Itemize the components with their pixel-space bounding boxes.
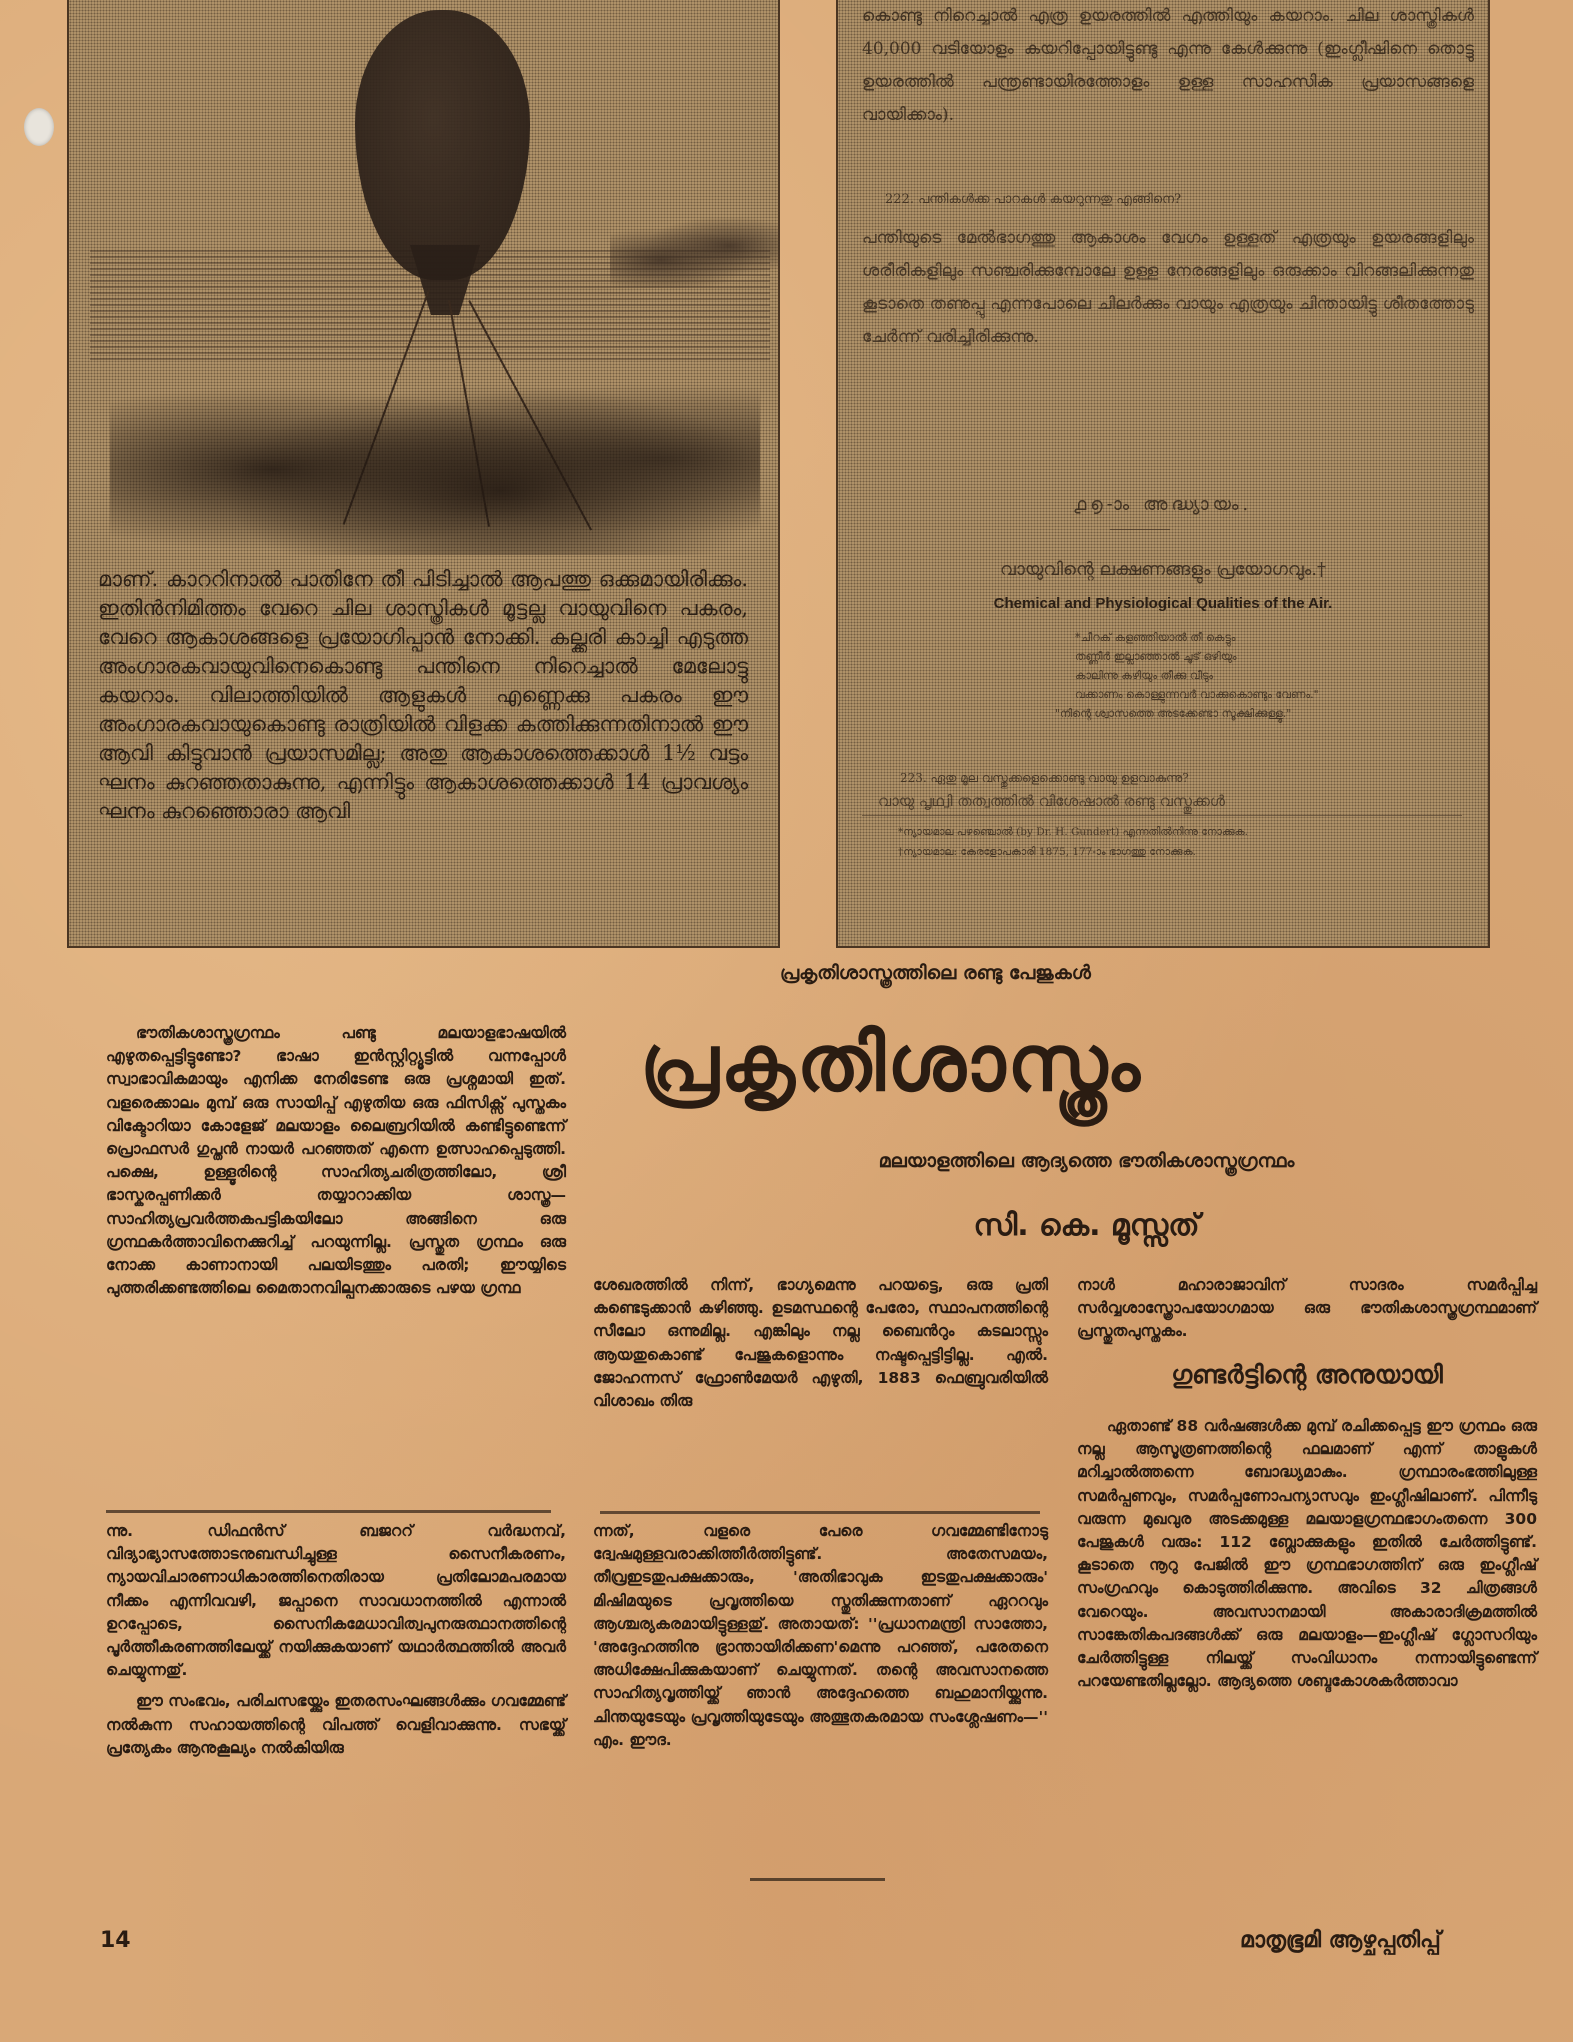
binder-hole <box>24 108 54 146</box>
reproduced-left-text: മാണ്. കാററിനാൽ പാതിനേ തീ പിടിച്ചാൽ ആപത്തു ഒക്കുമായിരിക്കും. ഇതിൻനിമിത്തം വേറെ ചില ശാസ്ത്രികൾ മൂട്ടല്ല വായുവിനെ പകരം, വേറെ ആകാശങ്ങളെ പ്രയോഗിപ്പാൻ നോക്കി. കല്ക്കരി കാച്ചി എടുത്ത അംഗാരകവായുവിനെകൊണ്ടു പന്തിനെ നിറെച്ചാൽ മേലോട്ടു കയറാം. വിലാത്തിയിൽ ആളുകൾ എണ്ണെക്കു പകരം ഈ അംഗാരകവായുകൊണ്ടു രാത്രിയിൽ വിളക്ക കത്തിക്കുന്നതിനാൽ ഈ ആവി കിട്ടുവാൻ പ്രയാസമില്ല; അതു ആകാശത്തെക്കാൾ 1½ വട്ടം ഘനം കുറഞ്ഞതാകുന്നു, എന്നിട്ടും ആകാശത്തെക്കാൾ 14 പ്രാവശ്യം ഘനം കുറഞ്ഞൊരാ ആവി <box>98 567 748 823</box>
question-223-body: വായു പൃഥ്വി തത്വത്തിൽ വിശേഷാൽ രണ്ടു വസ്തുക്കൾ <box>878 792 1225 810</box>
article-column-3-body <box>1077 1415 1537 1693</box>
footnote: *ന്യായമാല പഴഞ്ചൊൽ (by Dr. H. Gundert) എന്നതിൽനിന്നു നോക്കുക. <box>898 826 1249 838</box>
chapter-heading: ൧൭-ാം അദ്ധ്യായം. <box>1073 494 1253 515</box>
epigraph-verse <box>1055 628 1475 723</box>
verse-line: വക്കാണം കൊള്ളുന്നവർ വാക്കുകൊണ്ടും വേണം." <box>1075 688 1319 701</box>
verse-line: തണ്ണീർ ഇല്ലാഞ്ഞാൽ ചൂട് ഒഴിയും <box>1075 650 1237 663</box>
balloon-illustration <box>90 0 770 555</box>
chapter-title-english: Chemical and Physiological Qualities of the Air. <box>993 595 1333 612</box>
article-paragraph: ശേഖരത്തിൽ നിന്ന്, ഭാഗ്യമെന്നു പറയട്ടെ, ഒരു പ്രതി കണ്ടെടുക്കാൻ കഴിഞ്ഞു. ഉടമസ്ഥന്റെ പേരോ, സ്ഥാപനത്തിന്റെ സീലോ ഒന്നുമില്ല. എങ്കിലും നല്ല ബൈൻറും കടലാസ്സും ആയതുകൊണ്ട് പേജുകളൊന്നും നഷ്ടപ്പെട്ടിട്ടില്ല. എൽ. ജോഹന്നസ് ഫ്രോൺമേയർ എഴുതി, 1883 ഫെബ്രുവരിയിൽ വിശാഖം തിരു <box>593 1276 1048 1411</box>
page-number: 14 <box>100 1928 131 1953</box>
reproduced-right-para: പന്തിയുടെ മേൽഭാഗത്തു ആകാശം വേഗം ഉള്ളത് എത്രയും ഉയരങ്ങളിലും ശരീരികളിലും സഞ്ചരിക്കുമ്പോലേ ഉള്ള നേരങ്ങളിലും ഒരുക്കാം വിറങ്ങലിക്കുന്നതു കൂടാതെ തണുപ്പു എന്നപോലെ ചിലർക്കും വായും എത്രയും ചിന്തായിട്ടു ശീതത്തോടു ചേർന്ന് വരിച്ചിരിക്കുന്നു. <box>862 228 1474 347</box>
footnotes <box>898 822 1458 862</box>
chapter-divider <box>1110 529 1170 530</box>
article-column-3-top <box>1077 1274 1537 1344</box>
article-subheadline: മലയാളത്തിലെ ആദ്യത്തെ ഭൗതികശാസ്ത്രഗ്രന്ഥം <box>878 1150 1295 1172</box>
other-article-column-1 <box>106 1520 566 1760</box>
article-end-rule <box>750 1878 885 1881</box>
article-headline: പ്രകൃതിശാസ്ത്രം <box>640 1019 1142 1109</box>
article-paragraph: ന്നു. ഡിഫൻസ് ബജററ് വർദ്ധനവ്, വിദ്യാഭ്യാസത്തോടനുബന്ധിച്ചുള്ള സൈനീകരണം, ന്യായവിചാരണാധികാരത്തിനെതിരായ പ്രതിലോമപരമായ നീക്കം എന്നിവവഴി, ജപ്പാനെ സാവധാനത്തിൽ എന്നാൽ ഉറപ്പോടെ, സൈനികമേധാവിത്വപുനരുത്ഥാനത്തിന്റെ പൂർത്തീകരണത്തിലേയ്ക്ക് നയിക്കുകയാണ് യഥാർത്ഥത്തിൽ അവർ ചെയ്യുന്നതു്. <box>106 1522 566 1680</box>
image-caption: പ്രകൃതിശാസ്ത്രത്തിലെ രണ്ടു പേജുകൾ <box>780 962 1091 984</box>
column-divider-rule <box>106 1510 551 1513</box>
verse-line: "നിന്റെ ശ്വാസത്തെ അടക്കേണ്ടാ സൂക്ഷിക്കുള്ളൂ." <box>1055 707 1292 720</box>
illustration-trees <box>610 218 780 288</box>
article-column-1-top <box>106 1022 566 1300</box>
article-paragraph: നാൾ മഹാരാജാവിന് സാദരം സമർപ്പിച്ച സർവ്വശാസ്ത്രോപയോഗമായ ഒരു ഭൗതികശാസ്ത്രഗ്രന്ഥമാണ് പ്രസ്തുതപുസ്തകം. <box>1077 1276 1537 1341</box>
article-paragraph: ഭൗതികശാസ്ത്രഗ്രന്ഥം പണ്ടു മലയാളഭാഷയിൽ എഴുതപ്പെട്ടിട്ടുണ്ടോ? ഭാഷാ ഇൻസ്റ്റിറ്റ്യൂട്ടിൽ വന്നപ്പോൾ സ്വാഭാവികമായും എനിക്ക നേരിടേണ്ട ഒരു പ്രശ്നമായി ഇത്. വളരെക്കാലം മുമ്പ് ഒരു സായിപ്പ് എഴുതിയ ഒരു ഫിസിക്സ് പുസ്തകം വിക്ടോറിയാ കോളേജ് മലയാളം ലൈബ്രറിയിൽ കണ്ടിട്ടുണ്ടെന്ന് പ്രൊഫസർ ഗുപ്തൻ നായർ പറഞ്ഞത് എന്നെ ഉത്സാഹപ്പെടുത്തി. പക്ഷെ, ഉള്ളൂരിന്റെ സാഹിത്യചരിത്രത്തിലോ, ശ്രീ ഭാസ്കരപ്പണിക്കർ തയ്യാറാക്കിയ ശാസ്ത്ര—സാഹിത്യപ്രവർത്തകപട്ടികയിലോ അങ്ങിനെ ഒരു ഗ്രന്ഥകർത്താവിനെക്കുറിച്ച് പറയുന്നില്ല. പ്രസ്തുത ഗ്രന്ഥം ഒരു നോക്ക കാണാനായി പലയിടത്തും പരതി; ഈയ്യിടെ പുത്തരിക്കണ്ടത്തിലെ മൈതാനവില്പനക്കാരുടെ പഴയ ഗ്രന്ഥ <box>106 1024 566 1298</box>
section-heading: ഗുണ്ടർട്ടിന്റെ അനുയായി <box>1171 1360 1443 1389</box>
question-223: 223. ഏതു മൂല വസ്തുക്കളെക്കൊണ്ടു വായു ഉളവാകുന്നു? <box>900 771 1189 785</box>
illustration-crowd <box>110 340 760 555</box>
publication-name: മാതൃഭൂമി ആഴ്ചപ്പതിപ്പ് <box>1240 1928 1441 1953</box>
column-divider-rule <box>600 1511 1040 1514</box>
article-paragraph: ന്നത്, വളരെ പേരെ ഗവമ്മേണ്ടിനോടു ദ്വേഷമുള്ളവരാക്കിത്തീർത്തിട്ടുണ്ട്. അതേസമയം, തീവ്രഇടതുപക്ഷക്കാരും, 'അതിഭാവുക ഇടതുപക്ഷക്കാരും' മിഷിമയുടെ പ്രവൃത്തിയെ സ്തുതിക്കുന്നതാണ് ഏററവും ആശ്ചര്യകരമായിട്ടുള്ളതു്. അതായത്: ''പ്രധാനമന്ത്രി സാത്തോ, 'അദ്ദേഹത്തിനു ഭ്രാന്തായിരിക്കണ'മെന്നു പറഞ്ഞ്, പരേതനെ അധിക്ഷേപിക്കുകയാണ് ചെയ്യുന്നത്. തന്റെ അവസാനത്തെ സാഹിത്യവൃത്തിയ്ക്ക് ഞാൻ അദ്ദേഹത്തെ ബഹുമാനിയ്ക്കുന്നു. ചിന്തയുടേയും പ്രവൃത്തിയുടേയും അത്ഭുതകരമായ സംശ്ലേഷണം—'' എം. ഈദ. <box>593 1522 1048 1749</box>
footnote: †ന്യായമാല: കേരളോപകാരി 1875, 177-ാം ഭാഗത്തു നോക്കുക. <box>898 846 1197 858</box>
balloon-icon <box>355 10 530 280</box>
article-paragraph: ഈ സംഭവം, പരിചസഭയ്ക്കും ഇതരസംഘങ്ങൾക്കും ഗവമ്മേണ്ട് നൽകുന്ന സഹായത്തിന്റെ വിപത്ത് വെളിവാക്കുന്നു. സഭയ്ക്ക് പ്രത്യേകം ആനുകൂല്യം നൽകിയിരു <box>106 1692 566 1757</box>
reproduced-right-top-text: കൊണ്ടു നിറെച്ചാൽ എത്ര ഉയരത്തിൽ എത്തിയും കയറാം. ചില ശാസ്ത്രികൾ 40,000 വടിയോളം കയറിപ്പോയിട്ടുണ്ടു എന്നു കേൾക്കുന്നു (ഇംഗ്ലീഷിനെ തൊട്ടു ഉയരത്തിൽ പന്ത്രണ്ടായിരത്തോളം ഉള്ള സാഹസിക പ്രയാസങ്ങളെ വായിക്കാം). <box>862 6 1474 125</box>
footnote-divider <box>862 815 1462 816</box>
chapter-title: വായുവിന്റെ ലക്ഷണങ്ങളും പ്രയോഗവും.† <box>1000 559 1326 580</box>
verse-line: *ചീറക് കളഞ്ഞിയാൽ തീ കെട്ടും <box>1075 631 1236 644</box>
article-column-2-top <box>593 1274 1048 1413</box>
article-byline: സി. കെ. മൂസ്സത് <box>973 1208 1200 1243</box>
question-222: 222. പന്തികൾക്ക പാറകൾ കയറുന്നതു എങ്ങിനെ? <box>885 192 1182 207</box>
verse-line: കാലിന്നു കഴിയും തീക്കു വീടും <box>1075 669 1214 682</box>
other-article-column-2 <box>593 1520 1048 1752</box>
article-paragraph: ഏതാണ്ട് 88 വർഷങ്ങൾക്ക മുമ്പ് രചിക്കപ്പെട്ട ഈ ഗ്രന്ഥം ഒരു നല്ല ആസൂത്രണത്തിന്റെ ഫലമാണ് എന്ന് താളുകൾ മറിച്ചാൽത്തന്നെ ബോദ്ധ്യമാകും. ഗ്രന്ഥാരംഭത്തിലുള്ള സമർപ്പണവും, സമർപ്പണോപന്യാസവും ഇംഗ്ലീഷിലാണ്. പിന്നീടു വരുന്ന മുഖവുര അടക്കമുള്ള മലയാളഗ്രന്ഥഭാഗംതന്നെ 300 പേജുകൾ വരും: 112 ബ്ലോക്കുകളും ഇതിൽ ചേർത്തിട്ടുണ്ട്. കൂടാതെ നൂറു പേജിൽ ഈ ഗ്രന്ഥഭാഗത്തിന് ഒരു ഇംഗ്ലീഷ് സംഗ്രഹവും കൊടുത്തിരിക്കുന്നു. അവിടെ 32 ചിത്രങ്ങൾ വേറെയും. അവസാനമായി അകാരാദിക്രമത്തിൽ സാങ്കേതികപദങ്ങൾക്ക് ഒരു മലയാളം—ഇംഗ്ലീഷ് ഗ്ലോസറിയും ചേർത്തിട്ടുള്ള നിലയ്ക്ക് സംവിധാനം നന്നായിട്ടുണ്ടെന്ന് പറയേണ്ടതില്ലല്ലോ. ആദ്യത്തെ ശബ്ദകോശകർത്താവാ <box>1077 1417 1537 1691</box>
